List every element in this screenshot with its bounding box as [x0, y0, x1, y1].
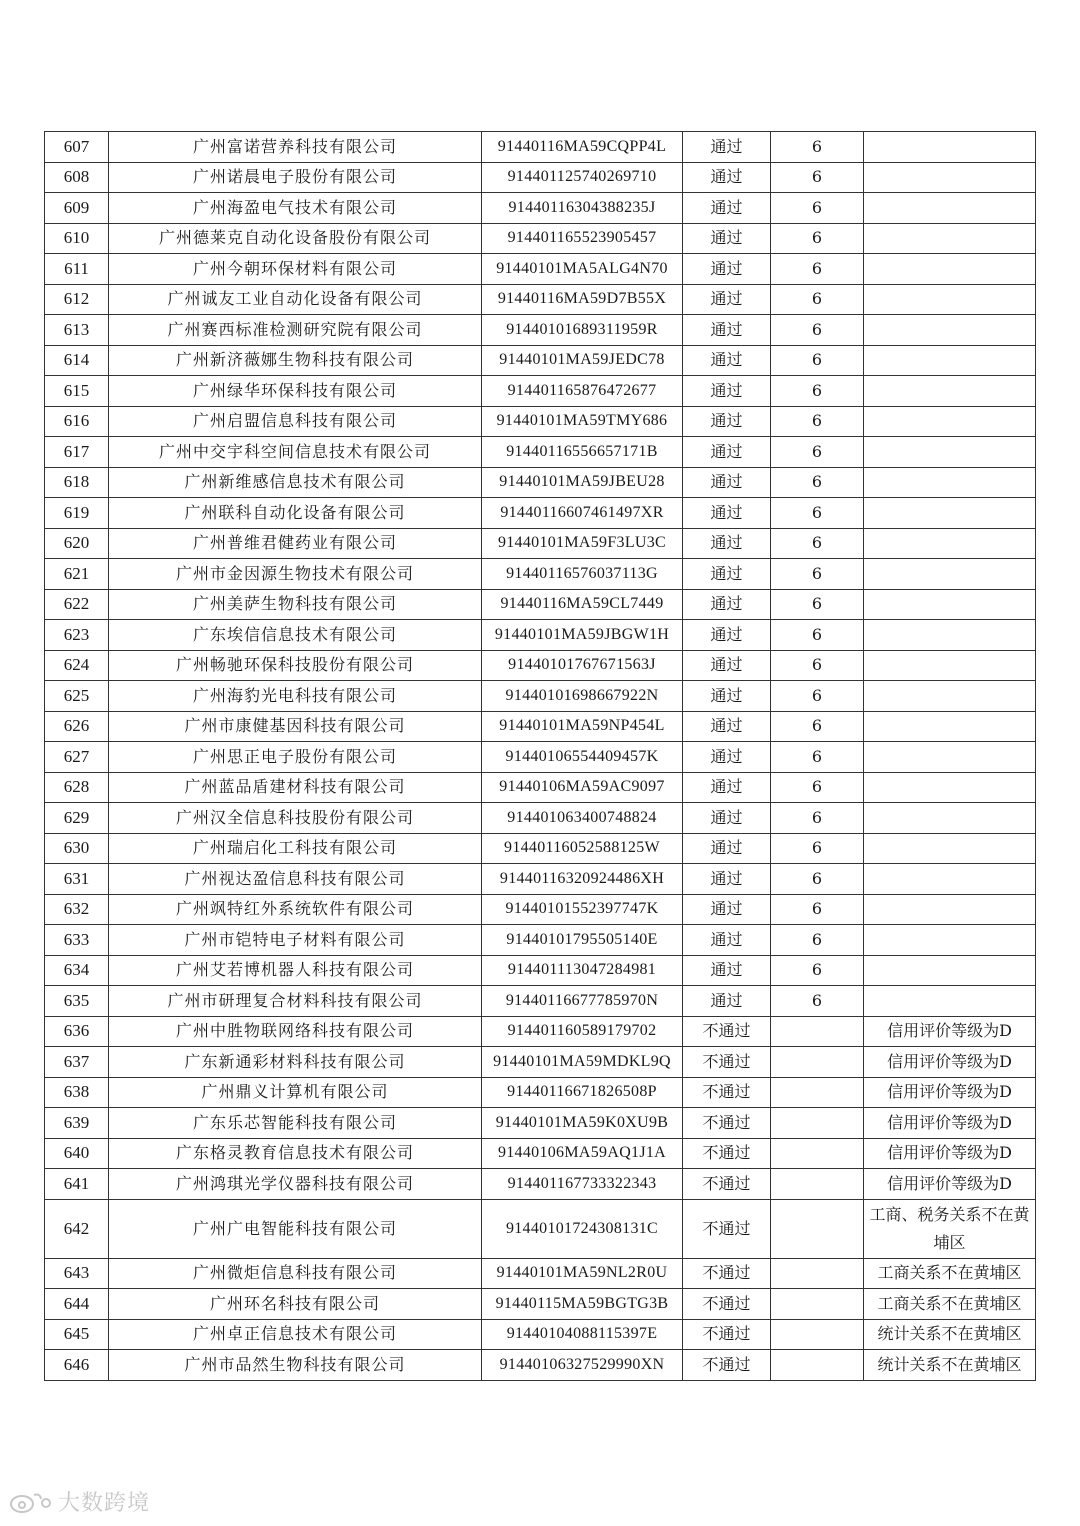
review-result: 通过 [683, 772, 771, 803]
table-row [45, 559, 1036, 590]
credit-code: 914401160589179702 [482, 1016, 683, 1047]
row-index: 636 [45, 1016, 109, 1047]
table-row [45, 650, 1036, 681]
row-index: 609 [45, 193, 109, 224]
table-row [45, 498, 1036, 529]
credit-code: 91440101689311959R [482, 315, 683, 346]
score [771, 1169, 864, 1200]
row-index: 620 [45, 528, 109, 559]
credit-code: 91440101MA59JBEU28 [482, 467, 683, 498]
row-index: 629 [45, 803, 109, 834]
score: 6 [771, 894, 864, 925]
credit-code: 91440115MA59BGTG3B [482, 1289, 683, 1320]
review-result: 通过 [683, 986, 771, 1017]
remark [864, 559, 1036, 590]
company-name: 广州中胜物联网络科技有限公司 [109, 1016, 482, 1047]
company-name: 广州诚友工业自动化设备有限公司 [109, 284, 482, 315]
score: 6 [771, 864, 864, 895]
score: 6 [771, 833, 864, 864]
score: 6 [771, 223, 864, 254]
credit-code: 91440116576037113G [482, 559, 683, 590]
row-index: 611 [45, 254, 109, 285]
review-result: 通过 [683, 894, 771, 925]
review-result: 通过 [683, 498, 771, 529]
table-row [45, 1016, 1036, 1047]
review-result: 通过 [683, 315, 771, 346]
review-result: 不通过 [683, 1169, 771, 1200]
table-row [45, 376, 1036, 407]
score: 6 [771, 681, 864, 712]
remark: 工商关系不在黄埔区 [864, 1289, 1036, 1320]
table-row [45, 1199, 1036, 1258]
table-row [45, 406, 1036, 437]
review-result: 通过 [683, 681, 771, 712]
review-result: 通过 [683, 742, 771, 773]
remark [864, 162, 1036, 193]
credit-code: 91440116320924486XH [482, 864, 683, 895]
score [771, 1016, 864, 1047]
remark: 信用评价等级为D [864, 1016, 1036, 1047]
remark [864, 894, 1036, 925]
score: 6 [771, 498, 864, 529]
remark: 信用评价等级为D [864, 1047, 1036, 1078]
row-index: 626 [45, 711, 109, 742]
row-index: 616 [45, 406, 109, 437]
review-result: 通过 [683, 711, 771, 742]
remark [864, 833, 1036, 864]
credit-code: 91440101MA59JEDC78 [482, 345, 683, 376]
row-index: 624 [45, 650, 109, 681]
remark [864, 498, 1036, 529]
remark [864, 742, 1036, 773]
remark [864, 711, 1036, 742]
row-index: 627 [45, 742, 109, 773]
company-name: 广州艾若博机器人科技有限公司 [109, 955, 482, 986]
row-index: 621 [45, 559, 109, 590]
score [771, 1077, 864, 1108]
table-row [45, 437, 1036, 468]
company-name: 广州绿华环保科技有限公司 [109, 376, 482, 407]
credit-code: 91440116677785970N [482, 986, 683, 1017]
row-index: 613 [45, 315, 109, 346]
credit-code: 91440116556657171B [482, 437, 683, 468]
remark [864, 925, 1036, 956]
watermark-text: 大数跨境 [58, 1491, 151, 1516]
company-name: 广东乐芯智能科技有限公司 [109, 1108, 482, 1139]
row-index: 625 [45, 681, 109, 712]
table-row [45, 162, 1036, 193]
weibo-logo-icon [8, 1489, 54, 1515]
company-name: 广州德莱克自动化设备股份有限公司 [109, 223, 482, 254]
review-result: 通过 [683, 864, 771, 895]
score [771, 1047, 864, 1078]
company-name: 广州今朝环保材料有限公司 [109, 254, 482, 285]
credit-code: 91440106MA59AC9097 [482, 772, 683, 803]
table-row [45, 772, 1036, 803]
review-result: 不通过 [683, 1016, 771, 1047]
review-result: 通过 [683, 589, 771, 620]
table-row [45, 1350, 1036, 1381]
row-index: 612 [45, 284, 109, 315]
company-name: 广州蓝品盾建材科技有限公司 [109, 772, 482, 803]
table-row [45, 1077, 1036, 1108]
remark [864, 955, 1036, 986]
review-result: 不通过 [683, 1258, 771, 1289]
company-name: 广州微炬信息科技有限公司 [109, 1258, 482, 1289]
row-index: 615 [45, 376, 109, 407]
table-row [45, 1319, 1036, 1350]
table-row [45, 1258, 1036, 1289]
review-result: 通过 [683, 132, 771, 163]
score: 6 [771, 986, 864, 1017]
credit-code: 91440101552397747K [482, 894, 683, 925]
remark [864, 620, 1036, 651]
table-row [45, 254, 1036, 285]
remark: 信用评价等级为D [864, 1077, 1036, 1108]
score [771, 1258, 864, 1289]
score: 6 [771, 955, 864, 986]
score [771, 1319, 864, 1350]
remark [864, 803, 1036, 834]
company-name: 广州鼎义计算机有限公司 [109, 1077, 482, 1108]
table-row [45, 833, 1036, 864]
score: 6 [771, 162, 864, 193]
company-name: 广州飒特红外系统软件有限公司 [109, 894, 482, 925]
table-row [45, 1108, 1036, 1139]
company-name: 广州环名科技有限公司 [109, 1289, 482, 1320]
review-result: 通过 [683, 833, 771, 864]
credit-code: 91440116MA59D7B55X [482, 284, 683, 315]
review-result: 不通过 [683, 1199, 771, 1258]
score: 6 [771, 193, 864, 224]
company-name: 广东格灵教育信息技术有限公司 [109, 1138, 482, 1169]
data-table [44, 131, 1036, 1381]
remark [864, 376, 1036, 407]
remark: 统计关系不在黄埔区 [864, 1350, 1036, 1381]
table-row [45, 894, 1036, 925]
score: 6 [771, 772, 864, 803]
credit-code: 91440101724308131C [482, 1199, 683, 1258]
score: 6 [771, 345, 864, 376]
company-name: 广州联科自动化设备有限公司 [109, 498, 482, 529]
remark [864, 650, 1036, 681]
remark [864, 254, 1036, 285]
company-name: 广州市康健基因科技有限公司 [109, 711, 482, 742]
score: 6 [771, 711, 864, 742]
row-index: 639 [45, 1108, 109, 1139]
row-index: 638 [45, 1077, 109, 1108]
score: 6 [771, 315, 864, 346]
remark [864, 467, 1036, 498]
remark: 信用评价等级为D [864, 1108, 1036, 1139]
table-row [45, 803, 1036, 834]
table-row [45, 528, 1036, 559]
row-index: 619 [45, 498, 109, 529]
remark [864, 315, 1036, 346]
company-name: 广州广电智能科技有限公司 [109, 1199, 482, 1258]
credit-code: 91440101MA59TMY686 [482, 406, 683, 437]
review-result: 通过 [683, 925, 771, 956]
company-name: 广东新通彩材料科技有限公司 [109, 1047, 482, 1078]
credit-code: 91440116304388235J [482, 193, 683, 224]
credit-code: 91440104088115397E [482, 1319, 683, 1350]
row-index: 641 [45, 1169, 109, 1200]
review-result: 通过 [683, 528, 771, 559]
company-name: 广州市研理复合材料科技有限公司 [109, 986, 482, 1017]
row-index: 618 [45, 467, 109, 498]
credit-code: 91440101MA59K0XU9B [482, 1108, 683, 1139]
row-index: 617 [45, 437, 109, 468]
review-result: 不通过 [683, 1319, 771, 1350]
remark [864, 193, 1036, 224]
credit-code: 91440106327529990XN [482, 1350, 683, 1381]
score: 6 [771, 467, 864, 498]
table-row [45, 1047, 1036, 1078]
company-name: 广州视达盈信息科技有限公司 [109, 864, 482, 895]
table-row [45, 345, 1036, 376]
score: 6 [771, 437, 864, 468]
company-name: 广州启盟信息科技有限公司 [109, 406, 482, 437]
credit-code: 91440101MA59JBGW1H [482, 620, 683, 651]
row-index: 630 [45, 833, 109, 864]
review-result: 不通过 [683, 1138, 771, 1169]
score: 6 [771, 620, 864, 651]
remark: 信用评价等级为D [864, 1169, 1036, 1200]
score: 6 [771, 254, 864, 285]
credit-code: 914401167733322343 [482, 1169, 683, 1200]
review-result: 通过 [683, 162, 771, 193]
credit-code: 91440101795505140E [482, 925, 683, 956]
row-index: 632 [45, 894, 109, 925]
company-name: 广州市金因源生物技术有限公司 [109, 559, 482, 590]
table-row [45, 864, 1036, 895]
score: 6 [771, 925, 864, 956]
score: 6 [771, 650, 864, 681]
table-body [45, 132, 1036, 1381]
review-result: 不通过 [683, 1289, 771, 1320]
review-result: 通过 [683, 955, 771, 986]
watermark [8, 1486, 150, 1517]
review-result: 通过 [683, 223, 771, 254]
credit-code: 91440101MA5ALG4N70 [482, 254, 683, 285]
row-index: 643 [45, 1258, 109, 1289]
company-name: 广州鸿琪光学仪器科技有限公司 [109, 1169, 482, 1200]
review-result: 通过 [683, 193, 771, 224]
company-name: 广州瑞启化工科技有限公司 [109, 833, 482, 864]
review-result: 通过 [683, 254, 771, 285]
row-index: 633 [45, 925, 109, 956]
score [771, 1138, 864, 1169]
review-result: 通过 [683, 467, 771, 498]
review-result: 通过 [683, 803, 771, 834]
row-index: 642 [45, 1199, 109, 1258]
company-name: 广州海豹光电科技有限公司 [109, 681, 482, 712]
credit-code: 91440101767671563J [482, 650, 683, 681]
table-row [45, 955, 1036, 986]
row-index: 635 [45, 986, 109, 1017]
table-row [45, 589, 1036, 620]
review-result: 通过 [683, 284, 771, 315]
table-row [45, 681, 1036, 712]
credit-code: 91440116671826508P [482, 1077, 683, 1108]
table-row [45, 467, 1036, 498]
score [771, 1350, 864, 1381]
remark: 信用评价等级为D [864, 1138, 1036, 1169]
remark [864, 223, 1036, 254]
company-name: 广州市铠特电子材料有限公司 [109, 925, 482, 956]
table-row [45, 1169, 1036, 1200]
score: 6 [771, 406, 864, 437]
score: 6 [771, 132, 864, 163]
credit-code: 914401113047284981 [482, 955, 683, 986]
table-row [45, 986, 1036, 1017]
review-result: 不通过 [683, 1108, 771, 1139]
row-index: 610 [45, 223, 109, 254]
company-name: 广州富诺营养科技有限公司 [109, 132, 482, 163]
row-index: 644 [45, 1289, 109, 1320]
row-index: 637 [45, 1047, 109, 1078]
score [771, 1108, 864, 1139]
remark [864, 528, 1036, 559]
company-name: 广州卓正信息技术有限公司 [109, 1319, 482, 1350]
table-row [45, 284, 1036, 315]
row-index: 640 [45, 1138, 109, 1169]
company-name: 广州思正电子股份有限公司 [109, 742, 482, 773]
review-result: 通过 [683, 620, 771, 651]
remark: 工商、税务关系不在黄埔区 [864, 1199, 1036, 1258]
row-index: 607 [45, 132, 109, 163]
company-name: 广州普维君健药业有限公司 [109, 528, 482, 559]
remark [864, 681, 1036, 712]
review-result: 不通过 [683, 1077, 771, 1108]
row-index: 628 [45, 772, 109, 803]
row-index: 645 [45, 1319, 109, 1350]
company-name: 广东埃信信息技术有限公司 [109, 620, 482, 651]
remark [864, 437, 1036, 468]
credit-code: 91440116MA59CL7449 [482, 589, 683, 620]
table-row [45, 1289, 1036, 1320]
review-result: 通过 [683, 345, 771, 376]
remark [864, 132, 1036, 163]
remark [864, 864, 1036, 895]
review-result: 通过 [683, 650, 771, 681]
score: 6 [771, 376, 864, 407]
row-index: 634 [45, 955, 109, 986]
score: 6 [771, 742, 864, 773]
credit-code: 914401063400748824 [482, 803, 683, 834]
score: 6 [771, 284, 864, 315]
company-name: 广州市品然生物科技有限公司 [109, 1350, 482, 1381]
remark [864, 986, 1036, 1017]
score: 6 [771, 559, 864, 590]
score: 6 [771, 803, 864, 834]
score: 6 [771, 528, 864, 559]
credit-code: 91440101MA59MDKL9Q [482, 1047, 683, 1078]
credit-code: 914401165523905457 [482, 223, 683, 254]
company-name: 广州赛西标准检测研究院有限公司 [109, 315, 482, 346]
credit-code: 91440101698667922N [482, 681, 683, 712]
row-index: 614 [45, 345, 109, 376]
row-index: 646 [45, 1350, 109, 1381]
remark [864, 345, 1036, 376]
row-index: 623 [45, 620, 109, 651]
review-result: 通过 [683, 437, 771, 468]
table-row [45, 193, 1036, 224]
review-result: 通过 [683, 376, 771, 407]
company-name: 广州中交宇科空间信息技术有限公司 [109, 437, 482, 468]
credit-code: 91440101MA59NP454L [482, 711, 683, 742]
company-name: 广州新济薇娜生物科技有限公司 [109, 345, 482, 376]
row-index: 622 [45, 589, 109, 620]
company-name: 广州诺晨电子股份有限公司 [109, 162, 482, 193]
credit-code: 91440116052588125W [482, 833, 683, 864]
company-name: 广州新维感信息技术有限公司 [109, 467, 482, 498]
company-name: 广州畅驰环保科技股份有限公司 [109, 650, 482, 681]
remark: 工商关系不在黄埔区 [864, 1258, 1036, 1289]
remark [864, 284, 1036, 315]
row-index: 608 [45, 162, 109, 193]
credit-code: 91440106MA59AQ1J1A [482, 1138, 683, 1169]
credit-code: 914401125740269710 [482, 162, 683, 193]
remark [864, 772, 1036, 803]
table-row [45, 1138, 1036, 1169]
score: 6 [771, 589, 864, 620]
credit-code: 914401165876472677 [482, 376, 683, 407]
company-name: 广州美萨生物科技有限公司 [109, 589, 482, 620]
table-row [45, 925, 1036, 956]
review-result: 不通过 [683, 1350, 771, 1381]
review-result: 通过 [683, 406, 771, 437]
table-row [45, 315, 1036, 346]
company-name: 广州海盈电气技术有限公司 [109, 193, 482, 224]
credit-code: 91440101MA59NL2R0U [482, 1258, 683, 1289]
credit-code: 91440101MA59F3LU3C [482, 528, 683, 559]
credit-code: 91440116MA59CQPP4L [482, 132, 683, 163]
score [771, 1289, 864, 1320]
credit-code: 91440116607461497XR [482, 498, 683, 529]
review-result: 不通过 [683, 1047, 771, 1078]
row-index: 631 [45, 864, 109, 895]
remark [864, 589, 1036, 620]
table-row [45, 711, 1036, 742]
credit-code: 91440106554409457K [482, 742, 683, 773]
table-row [45, 620, 1036, 651]
company-name: 广州汉全信息科技股份有限公司 [109, 803, 482, 834]
remark: 统计关系不在黄埔区 [864, 1319, 1036, 1350]
review-result: 通过 [683, 559, 771, 590]
remark [864, 406, 1036, 437]
table-row [45, 223, 1036, 254]
table-row [45, 132, 1036, 163]
score [771, 1199, 864, 1258]
table-row [45, 742, 1036, 773]
